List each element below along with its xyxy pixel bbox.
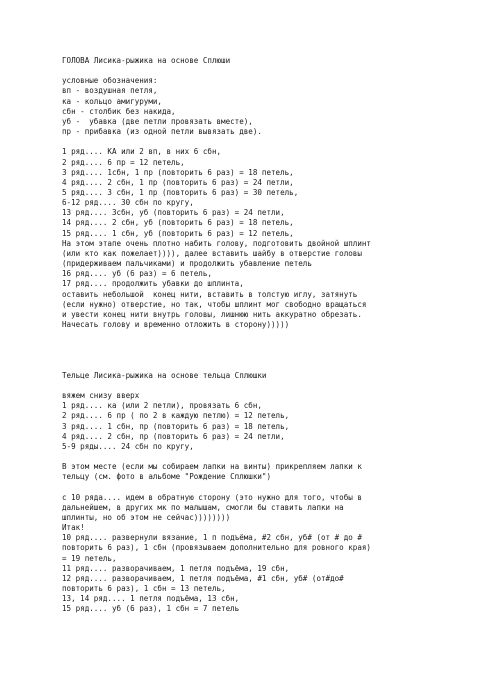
instruction-line: 5 ряд.... 3 сбн, 1 пр (повторить 6 раз) = 30 петель, [62,188,299,197]
instruction-line: и увести конец нити внутрь головы, лишнюю нить аккуратно обрезать. [62,309,362,319]
legend-list [62,86,482,137]
spacer [62,381,482,391]
instruction-line: 17 ряд.... продолжить убавки до шплинта, [62,279,244,289]
instruction-line: (или кто как пожелает)))), далее вставить шайбу в отверстие головы [62,248,362,258]
start-note: вяжем снизу вверх [62,391,140,401]
note-line: В этом месте (если мы собираем лапки на винты) прикрепляем лапки к [62,462,362,472]
spacer [62,340,482,350]
instruction-line: 3 ряд.... 1 сбн, пр (повторить 6 раз) = 18 петель, [62,421,290,431]
instruction-line: = 19 петель, [62,553,117,563]
instruction-line: 2 ряд.... 6 пр ( по 2 в каждую петлю) = 12 петель, [62,411,290,421]
spacer [62,350,482,360]
spacer [62,361,482,371]
instruction-line: 1 ряд.... ка (или 2 петли), провязать 6 сбн, [62,401,262,411]
instruction-line: 13 ряд.... 3сбн, уб (повторить 6 раз) = 24 петли, [62,208,285,218]
instruction-line: 13, 14 ряд.... 1 петля подъёма, 13 сбн, [62,594,240,604]
instruction-line: повторить 6 раз), 1 сбн (провязываем дополнительно для ровного края) [62,543,371,553]
spacer [62,482,482,492]
instruction-line: 16 ряд.... уб (6 раз) = 6 петель, [62,269,212,279]
spacer [62,330,482,340]
note-line: с 10 ряда.... идем в обратную сторону (это нужно для того, чтобы в [62,492,362,502]
instruction-line: На этом этапе очень плотно набить голову, подготовить двойной шплинт [62,238,371,248]
note-line: тельцу (см. фото в альбоме "Рождение Сплюшки") [62,472,272,482]
legend-item: пр - прибавка (из одной петли вывязать две). [62,127,262,137]
instruction-line: повторить 6 раз), 1 сбн = 13 петель, [62,583,226,593]
instruction-line: 4 ряд.... 2 сбн, пр (повторить 6 раз) = 24 петли, [62,431,285,441]
body-instructions-b [62,533,482,614]
note-line: шплинты, но об этом не сейчас)))))))) [62,512,231,522]
instruction-line: 14 ряд.... 2 сбн, уб (повторить 6 раз) = 18 петель, [62,218,294,228]
legend-item: ка - кольцо амигуруми, [62,96,162,106]
legend-item: уб - убавка (две петли провязать вместе), [62,116,253,126]
instruction-line: 2 ряд.... 6 пр = 12 петель, [62,157,185,167]
instruction-line: (придерживаем пальчиками) и продолжить убавление петель [62,259,312,269]
section-title-body: Тельце Лисика-рыжика на основе тельца Сплюшки [62,370,267,380]
spacer [62,66,482,76]
instruction-line: (если нужно) отверстие, но так, чтобы шплинт мог свободно вращаться [62,299,367,309]
instruction-line: 11 ряд.... разворачиваем, 1 петля подъёма, 19 сбн, [62,563,290,573]
legend-heading: условные обозначения: [62,76,158,86]
instruction-line: 3 ряд.... 1сбн, 1 пр (повторить 6 раз) = 18 петель, [62,167,294,177]
instruction-line: 1 ряд.... КА или 2 вп, в них 6 сбн, [62,147,222,157]
legend-item: вп - воздушная петля, [62,86,158,96]
instruction-line: 10 ряд.... развернули вязание, 1 п подъёма, #2 сбн, уб# (от # до # [62,533,362,543]
paw-note [62,462,482,482]
instruction-line: оставить небольшой конец нити, вставить в толстую иглу, затянуть [62,289,358,299]
instruction-line: 5-9 ряды.... 24 сбн по кругу, [62,441,194,451]
instruction-line: 15 ряд.... 1 сбн, уб (повторить 6 раз) = 12 петель, [62,228,294,238]
instruction-line: 4 ряд.... 2 сбн, 1 пр (повторить 6 раз) = 24 петли, [62,177,294,187]
instruction-line: Начесать голову и временно отложить в сторону))))) [62,320,290,330]
direction-note [62,493,482,534]
section-title-head: ГОЛОВА Лисика-рыжика на основе Сплюши [62,56,231,65]
instruction-line: 12 ряд.... разворачиваем, 1 петля подъёма, #1 сбн, уб# (от#до# [62,573,344,583]
instruction-line: 6-12 ряд.... 30 сбн по кругу, [62,198,194,208]
document-text [62,56,482,614]
note-line: Итак! [62,523,85,533]
head-instructions [62,147,482,330]
instruction-line: 15 ряд.... уб (6 раз), 1 сбн = 7 петель [62,604,240,614]
note-line: дальнейшем, в других мк по малышам, смогли бы ставить лапки на [62,502,344,512]
spacer [62,452,482,462]
body-instructions-a [62,401,482,452]
spacer [62,137,482,147]
legend-item: сбн - столбик без накида, [62,106,176,116]
